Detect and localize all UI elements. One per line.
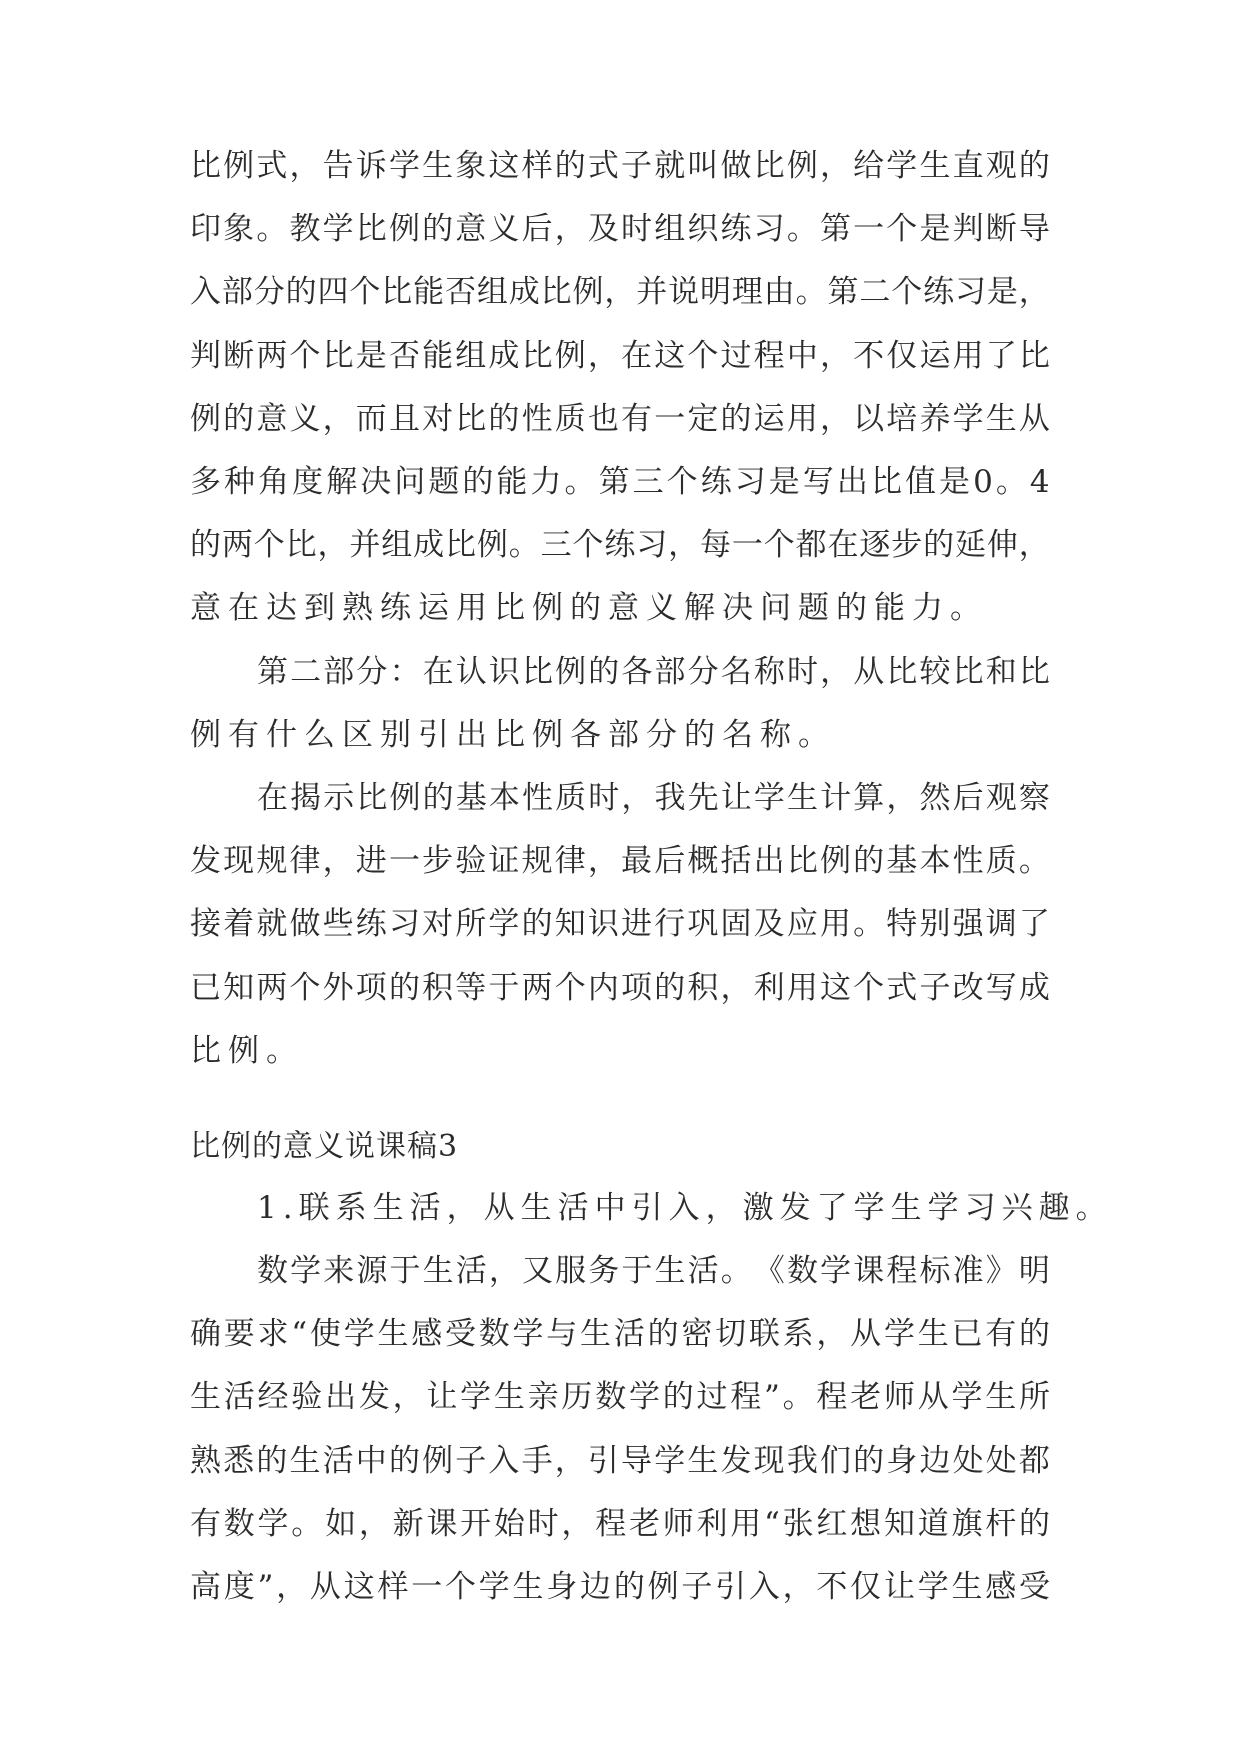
section-title: 比例的意义说课稿3 [190,1129,459,1164]
paragraph-line: 第 二 部 分 ： 在 认 识 比 例 的 各 部 分 名 称 时 ， 从 比 较 比 和 比 [257,654,1050,690]
paragraph-line: 生 活 经 验 出 发 ， 让 学 生 亲 历 数 学 的 过 程 ” 。 程 老 师 从 学 生 所 [190,1379,1050,1415]
paragraph-line: 比例。 [190,1033,304,1069]
paragraph-line: 的 两 个 比 ， 并 组 成 比 例 。 三 个 练 习 ， 每 一 个 都 在 逐 步 的 延 伸 ， [190,527,1050,563]
paragraph-line: 接 着 就 做 些 练 习 对 所 学 的 知 识 进 行 巩 固 及 应 用 。 特 别 强 调 了 [190,906,1050,942]
paragraph-line: 数 学 来 源 于 生 活 ， 又 服 务 于 生 活 。 《 数 学 课 程 标 准 》 明 [257,1253,1050,1289]
paragraph-line: 确 要 求 “ 使 学 生 感 受 数 学 与 生 活 的 密 切 联 系 ， 从 学 生 已 有 的 [190,1316,1050,1352]
paragraph-line: 有 数 学 。 如 ， 新 课 开 始 时 ， 程 老 师 利 用 “ 张 红 想 知 道 旗 杆 的 [190,1506,1050,1542]
list-item: 1.联系生活，从生活中引入，激发了学生学习兴趣。 [257,1190,1113,1226]
paragraph-line: 判 断 两 个 比 是 否 能 组 成 比 例 ， 在 这 个 过 程 中 ， 不 仅 运 用 了 比 [190,338,1050,374]
paragraph-line: 发 现 规 律 ， 进 一 步 验 证 规 律 ， 最 后 概 括 出 比 例 的 基 本 性 质 。 [190,843,1050,879]
paragraph-line: 已 知 两 个 外 项 的 积 等 于 两 个 内 项 的 积 ， 利 用 这 个 式 子 改 写 成 [190,970,1050,1006]
paragraph-line: 高 度 ” ， 从 这 样 一 个 学 生 身 边 的 例 子 引 入 ， 不 仅 让 学 生 感 受 [190,1569,1050,1605]
paragraph-line: 例 的 意 义 ， 而 且 对 比 的 性 质 也 有 一 定 的 运 用 ， 以 培 养 学 生 从 [190,401,1050,437]
paragraph-line: 例有什么区别引出比例各部分的名称。 [190,717,836,753]
paragraph-line: 比 例 式 ， 告 诉 学 生 象 这 样 的 式 子 就 叫 做 比 例 ， 给 学 生 直 观 的 [190,148,1050,184]
paragraph-line: 在 揭 示 比 例 的 基 本 性 质 时 ， 我 先 让 学 生 计 算 ， 然 后 观 察 [257,780,1050,816]
paragraph-line: 入 部 分 的 四 个 比 能 否 组 成 比 例 ， 并 说 明 理 由 。 第 二 个 练 习 是 ， [190,274,1050,310]
paragraph-line: 熟 悉 的 生 活 中 的 例 子 入 手 ， 引 导 学 生 发 现 我 们 的 身 边 处 处 都 [190,1443,1050,1479]
paragraph-line: 印 象 。 教 学 比 例 的 意 义 后 ， 及 时 组 织 练 习 。 第 一 个 是 判 断 导 [190,211,1050,247]
paragraph-line: 多 种 角 度 解 决 问 题 的 能 力 。 第 三 个 练 习 是 写 出 比 值 是 0 。 4 [190,464,1050,500]
paragraph-line: 意在达到熟练运用比例的意义解决问题的能力。 [190,590,988,626]
